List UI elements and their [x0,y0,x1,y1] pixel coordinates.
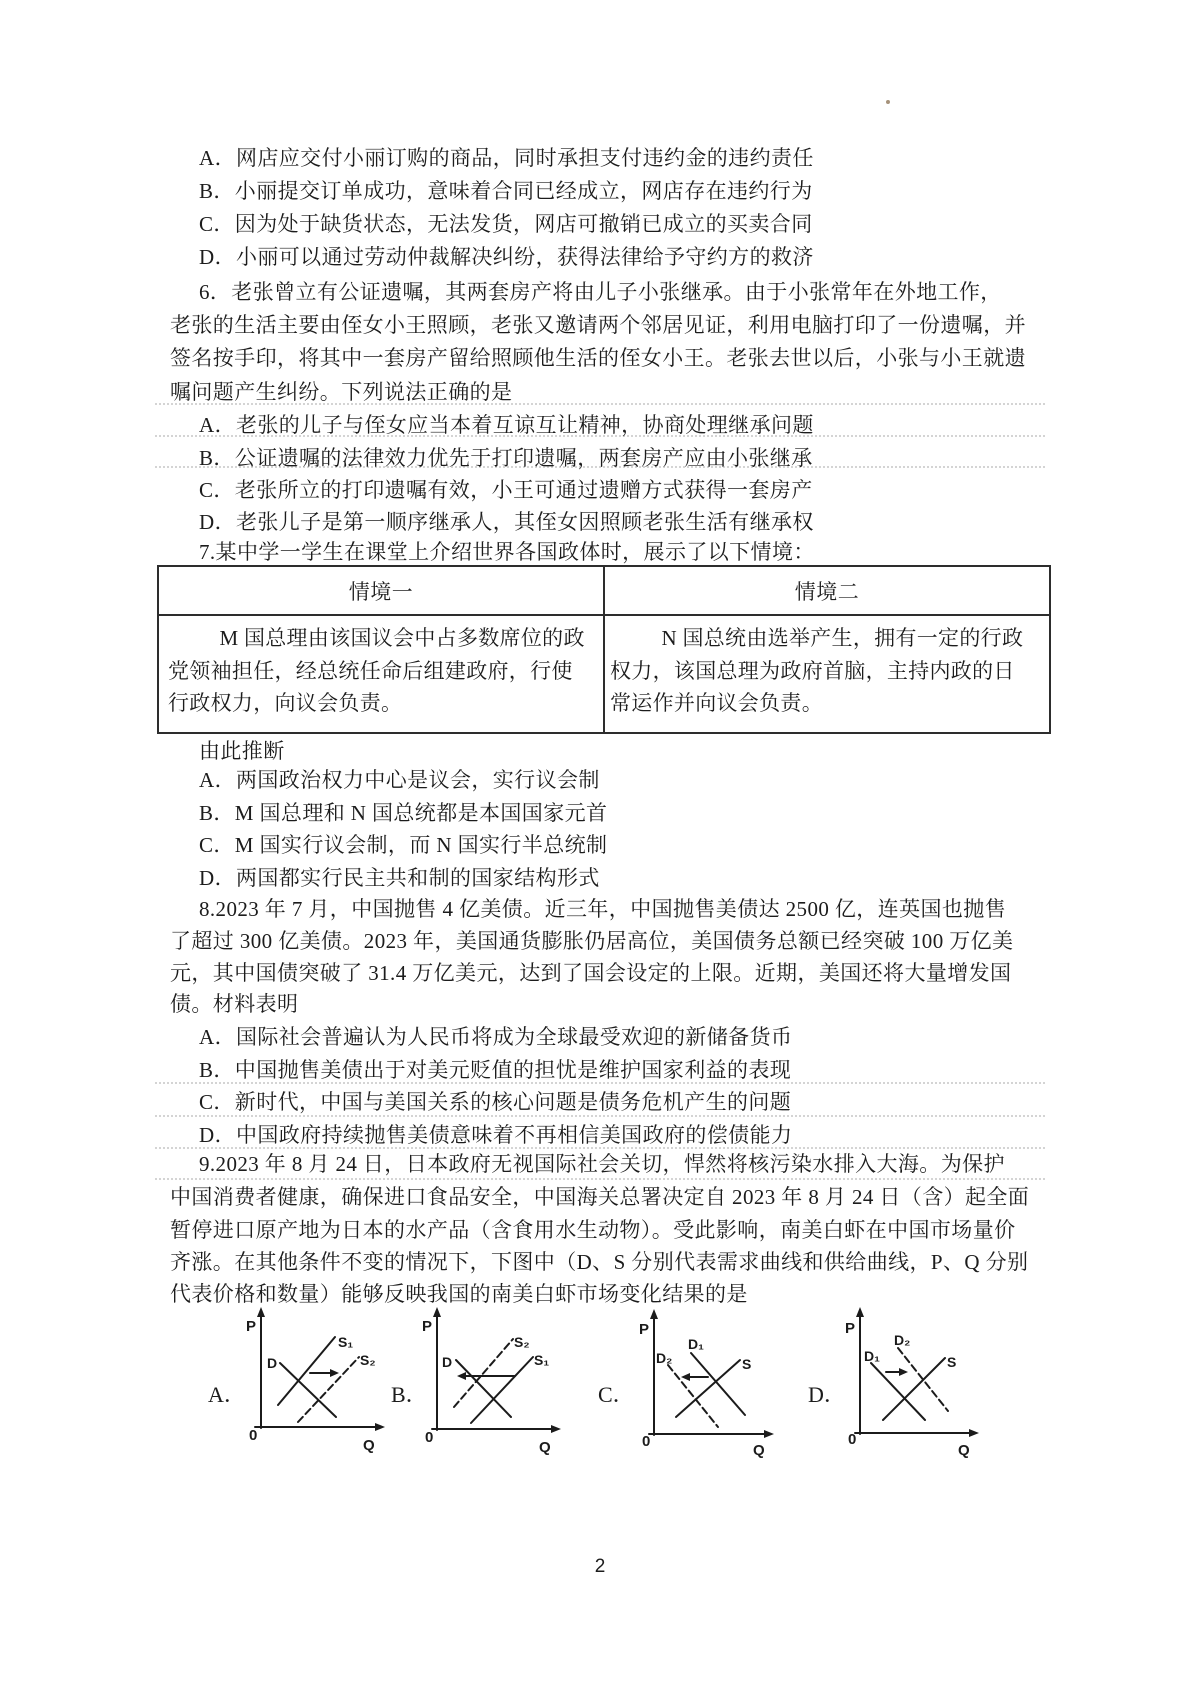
q9-graph-d-label: D． [808,1382,846,1407]
q-axis-label: Q [539,1439,551,1456]
q6-option-a: A．老张的儿子与侄女应当本着互谅互让精神，协商处理继承问题 [199,413,814,437]
q9-graph-a [238,1303,388,1458]
origin-label: 0 [848,1431,857,1448]
q-axis-label: Q [363,1437,375,1454]
q6-option-b: B．公证遗嘱的法律效力优先于打印遗嘱，两套房产应由小张继承 [199,446,813,470]
curve-label-d1: D₁ [864,1348,880,1364]
q9-graph-a-label: A． [208,1382,246,1407]
x-axis-arrow [969,1429,979,1437]
q9-stem-line-2: 中国消费者健康，确保进口食品安全，中国海关总署决定自 2023 年 8 月 24 日（含）起全面 [170,1185,1030,1209]
q8-option-b: B．中国抛售美债出于对美元贬值的担忧是维护国家利益的表现 [199,1058,792,1082]
y-axis-arrow [433,1307,441,1317]
origin-label: 0 [425,1429,434,1446]
q7-cell2-line: N 国总统由选举产生，拥有一定的行政 [661,626,1024,650]
q8-option-a: A．国际社会普遍认为人民币将成为全球最受欢迎的新储备货币 [199,1025,793,1049]
supply-curve [676,1360,740,1417]
q7-scenario-table [157,565,1051,734]
curve-label-s2: S₂ [360,1352,376,1368]
q7-cell1-line: 党领袖担任，经总统任命后组建政府，行使 [168,658,573,683]
q6-option-d: D．老张儿子是第一顺序继承人，其侄女因照顾老张生活有继承权 [199,510,814,534]
curve-label-s1: S₁ [534,1352,550,1368]
q6-stem-line-3: 签名按手印，将其中一套房产留给照顾他生活的侄女小王。老张去世以后，小张与小王就遗 [170,346,1026,370]
shift-arrow-head [681,1373,690,1381]
shift-arrow-head [330,1369,339,1377]
q9-stem-line-1: 9.2023 年 8 月 24 日，日本政府无视国际社会关切，悍然将核污染水排入大海。为保护 [199,1152,1005,1176]
q9-graph-c [633,1303,783,1458]
shift-arrow-head [899,1368,908,1376]
x-axis-arrow [375,1423,385,1431]
q7-option-b: B．M 国总理和 N 国总统都是本国国家元首 [199,801,608,825]
q7-table-header-2: 情境二 [604,566,1050,615]
q7-cell1-line: 行政权力，向议会负责。 [168,691,403,715]
curve-label-d2: D₂ [656,1350,673,1366]
curve-label-d: D [267,1355,278,1371]
q5-option-b: B．小丽提交订单成功，意味着合同已经成立，网店存在违约行为 [199,179,813,203]
q7-table-cell-scenario-2 [604,615,1050,733]
q8-stem-line-2: 了超过 300 亿美债。2023 年，美国通货膨胀仍居高位，美国债务总额已经突破 100 万亿美 [170,929,1014,953]
q-axis-label: Q [753,1442,765,1458]
p-axis-label: P [422,1318,433,1335]
x-axis-arrow [764,1430,774,1438]
q9-graph-b-label: B． [391,1382,428,1407]
y-axis-arrow [257,1307,265,1317]
supply-curve-s1 [278,1337,335,1405]
q5-option-d: D．小丽可以通过劳动仲裁解决纠纷，获得法律给予守约方的救济 [199,245,814,269]
curve-label-s1: S₁ [338,1334,354,1350]
q-axis-label: Q [958,1442,970,1458]
q8-stem-line-4: 债。材料表明 [170,992,299,1016]
curve-label-s: S [742,1356,752,1372]
origin-label: 0 [642,1433,651,1450]
q7-option-a: A．两国政治权力中心是议会，实行议会制 [199,768,600,792]
scan-dot-artifact [886,100,890,104]
q7-table-header-1: 情境一 [158,566,604,615]
q8-option-d: D．中国政府持续抛售美债意味着不再相信美国政府的偿债能力 [199,1123,793,1147]
scan-line [155,1115,1045,1117]
q5-option-c: C．因为处于缺货状态，无法发货，网店可撤销已成立的买卖合同 [199,212,813,236]
q6-stem-line-2: 老张的生活主要由侄女小王照顾，老张又邀请两个邻居见证，利用电脑打印了一份遗嘱，并 [170,313,1026,337]
q7-option-c: C．M 国实行议会制，而 N 国实行半总统制 [199,833,608,857]
q7-cell1-line: M 国总理由该国议会中占多数席位的政 [219,626,585,650]
curve-label-s2: S₂ [514,1334,530,1350]
q9-stem-line-5: 代表价格和数量）能够反映我国的南美白虾市场变化结果的是 [170,1282,748,1306]
shift-arrow-head [457,1372,466,1380]
origin-label: 0 [249,1427,258,1444]
supply-curve-s2-dashed [454,1339,513,1407]
q9-stem-line-3: 暂停进口原产地为日本的水产品（含食用水生动物）。受此影响，南美白虾在中国市场量价 [170,1218,1016,1242]
q6-stem-line-4: 嘱问题产生纠纷。下列说法正确的是 [170,380,513,404]
q5-option-a: A．网店应交付小丽订购的商品，同时承担支付违约金的违约责任 [199,146,814,170]
p-axis-label: P [246,1318,257,1335]
q6-option-c: C．老张所立的打印遗嘱有效，小王可通过遗赠方式获得一套房产 [199,478,813,502]
q7-stem: 7.某中学一学生在课堂上介绍世界各国政体时，展示了以下情境： [199,540,815,564]
x-axis-arrow [551,1425,561,1433]
p-axis-label: P [845,1320,856,1337]
q8-stem-line-1: 8.2023 年 7 月，中国抛售 4 亿美债。近三年，中国抛售美债达 2500 亿，连英国也抛售 [199,897,1007,921]
curve-label-s: S [947,1354,957,1370]
curve-label-d2: D₂ [894,1332,911,1348]
p-axis-label: P [639,1321,650,1338]
supply-curve-s1 [471,1357,533,1423]
q8-option-c: C．新时代，中国与美国关系的核心问题是债务危机产生的问题 [199,1090,792,1114]
q9-graph-b [418,1303,568,1458]
q7-cell2-line: 常运作并向议会负责。 [610,691,823,715]
q7-lead: 由此推断 [199,739,285,763]
curve-label-d1: D₁ [688,1336,704,1352]
q9-graph-c-label: C． [598,1382,635,1407]
curve-label-d: D [442,1354,453,1370]
q7-option-d: D．两国都实行民主共和制的国家结构形式 [199,866,600,890]
q9-graph-d [836,1303,986,1458]
q9-stem-line-4: 齐涨。在其他条件不变的情况下，下图中（D、S 分别代表需求曲线和供给曲线，P、Q 分别 [170,1250,1029,1274]
y-axis-arrow [856,1307,864,1317]
page-number: 2 [594,1556,606,1577]
y-axis-arrow [650,1309,658,1319]
q7-cell2-line: 权力，该国总理为政府首脑，主持内政的日 [610,658,1015,683]
q8-stem-line-3: 元，其中国债突破了 31.4 万亿美元，达到了国会设定的上限。近期，美国还将大量增发国 [170,961,1012,985]
scan-line [155,1178,1045,1180]
q7-table-cell-scenario-1 [158,615,604,733]
q6-stem-line-1: 6．老张曾立有公证遗嘱，其两套房产将由儿子小张继承。由于小张常年在外地工作， [199,280,1002,304]
